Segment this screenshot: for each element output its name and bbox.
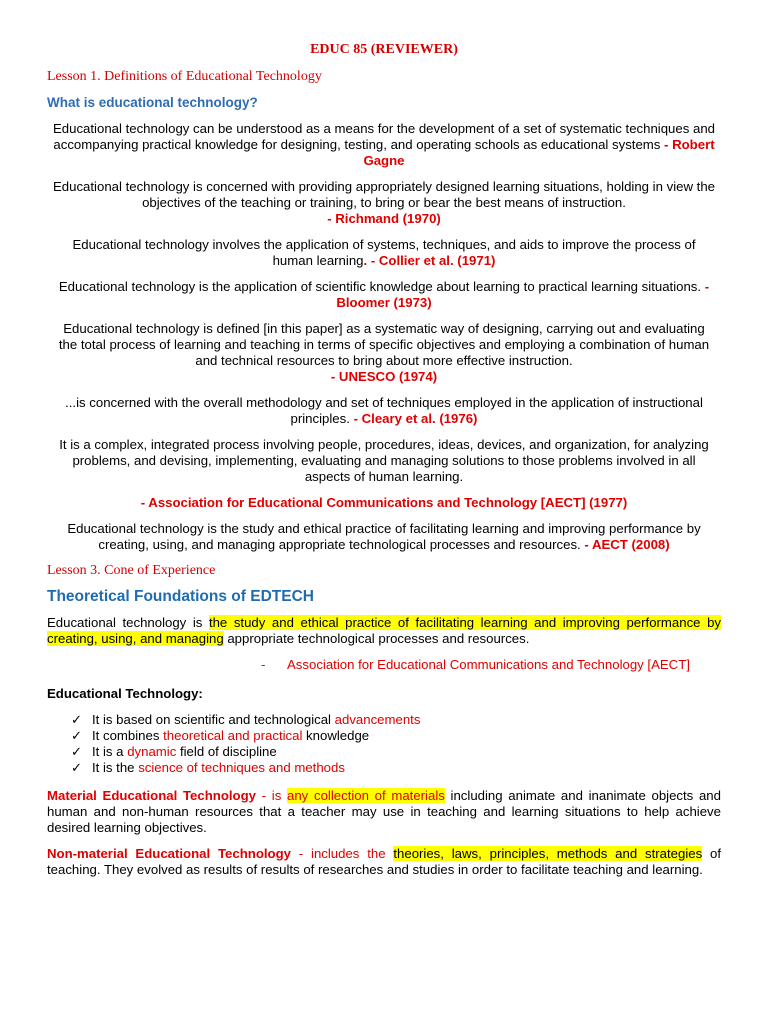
list-item (71, 760, 721, 776)
list-item (71, 712, 721, 728)
paragraph-text: Educational technology is (47, 615, 209, 630)
highlighted-text: theories, laws, principles, methods and strategies (393, 846, 703, 861)
definition-text: Educational technology involves the application of systems, techniques, and aids to improve the process of human learning (72, 237, 696, 268)
section-title: Theoretical Foundations of EDTECH (47, 588, 314, 605)
lesson-1-heading: Lesson 1. Definitions of Educational Technology (47, 69, 322, 84)
list-item-text: It is the (92, 760, 139, 775)
definition-text: Educational technology is concerned with providing appropriately designed learning situations, holding in view the objectives of the teaching or training, to bring or bear the best means of instruction. (53, 179, 715, 210)
definition-text: ...is concerned with the overall methodology and set of techniques employed in the application of instructional principles. (65, 395, 703, 426)
list-item-text: knowledge (302, 728, 370, 743)
definition-gagne (53, 121, 715, 169)
definition-citation: - Bloomer (1973) (336, 279, 710, 310)
definition-citation: - AECT (2008) (580, 537, 670, 552)
aect-attribution (261, 657, 721, 673)
lesson-3-heading: Lesson 3. Cone of Experience (47, 563, 216, 578)
edtech-label: Educational Technology: (47, 686, 203, 701)
edtech-definition-paragraph (47, 615, 721, 647)
definition-unesco (53, 321, 715, 385)
definition-aect-1977 (53, 437, 715, 485)
check-icon: ✓ (71, 712, 83, 727)
list-item-text: It combines (92, 728, 164, 743)
highlighted-text: creating, using, and managing (47, 631, 224, 646)
list-item-text: field of discipline (176, 744, 277, 759)
definition-text: Educational technology is the study and ethical practice of facilitating learning and improving performance by creating, using, and managing appropriate technological processes and resources. (67, 521, 701, 552)
checklist (71, 712, 721, 776)
question-heading: What is educational technology? (47, 95, 258, 110)
term-label: Non-material Educational Technology (47, 846, 291, 861)
list-item (71, 728, 721, 744)
paragraph-text: - includes the (291, 846, 394, 861)
definition-text: It is a complex, integrated process involving people, procedures, ideas, devices, and organization, for analyzing problems, and devising, implementing, evaluating and managing solutions to those problems involved in all aspects of human learning. (59, 437, 709, 484)
attribution-text: Association for Educational Communications and Technology [AECT] (287, 657, 690, 672)
definition-collier (53, 237, 715, 269)
definition-bloomer (53, 279, 715, 311)
paragraph-text: including animate and inanimate objects and human and non-human resources that a teacher may use in teaching and learning situations to help achieve desired learning objectives. (47, 788, 721, 835)
definition-text: Educational technology is the application of scientific knowledge about learning to practical learning situations. (58, 279, 702, 294)
list-item-emphasis: science of techniques and methods (138, 760, 345, 775)
definition-citation: - Cleary et al. (1976) (349, 411, 478, 426)
check-icon: ✓ (71, 744, 83, 759)
paragraph-text: - is (256, 788, 288, 803)
definition-text: Educational technology can be understood as a means for the development of a set of systematic techniques and accompanying practical knowledge for designing, testing, and operating schools as educational systems (53, 121, 715, 152)
document-title: EDUC 85 (REVIEWER) (310, 42, 458, 57)
list-item-text: It is based on scientific and technological (92, 712, 335, 727)
paragraph-text: of teaching. They evolved as results of results of researches and studies in order to facilitate teaching and learning. (47, 846, 721, 877)
highlighted-text: any collection of materials (287, 788, 445, 803)
list-item-emphasis: theoretical and practical (163, 728, 303, 743)
dash-bullet: - (261, 657, 266, 672)
paragraph-text: appropriate technological processes and resources. (223, 631, 530, 646)
definition-citation: - Association for Educational Communications and Technology [AECT] (1977) (140, 495, 628, 510)
definition-cleary (53, 395, 715, 427)
highlighted-text: the study and ethical practice of facilitating learning and improving performance by (208, 615, 721, 630)
list-item-emphasis: advancements (334, 712, 421, 727)
list-item (71, 744, 721, 760)
check-icon: ✓ (71, 760, 83, 775)
material-edtech-paragraph (47, 788, 721, 836)
definition-text: Educational technology is defined [in this paper] as a systematic way of designing, carrying out and evaluating the total process of learning and teaching in terms of specific objectives and employing a combination of human and technical resources to bring about more effective instruction. (58, 321, 710, 368)
definition-citation: - Robert Gagne (363, 137, 715, 168)
check-icon: ✓ (71, 728, 83, 743)
definition-aect-1977-citation (53, 495, 715, 511)
definition-richmand (53, 179, 715, 227)
definition-citation: - Richmand (1970) (327, 211, 441, 226)
list-item-text: It is a (92, 744, 128, 759)
definition-citation: - UNESCO (1974) (330, 369, 438, 384)
list-item-emphasis: dynamic (127, 744, 177, 759)
definition-citation: . - Collier et al. (1971) (363, 253, 496, 268)
nonmaterial-edtech-paragraph (47, 846, 721, 878)
definition-aect-2008 (53, 521, 715, 553)
term-label: Material Educational Technology (47, 788, 256, 803)
